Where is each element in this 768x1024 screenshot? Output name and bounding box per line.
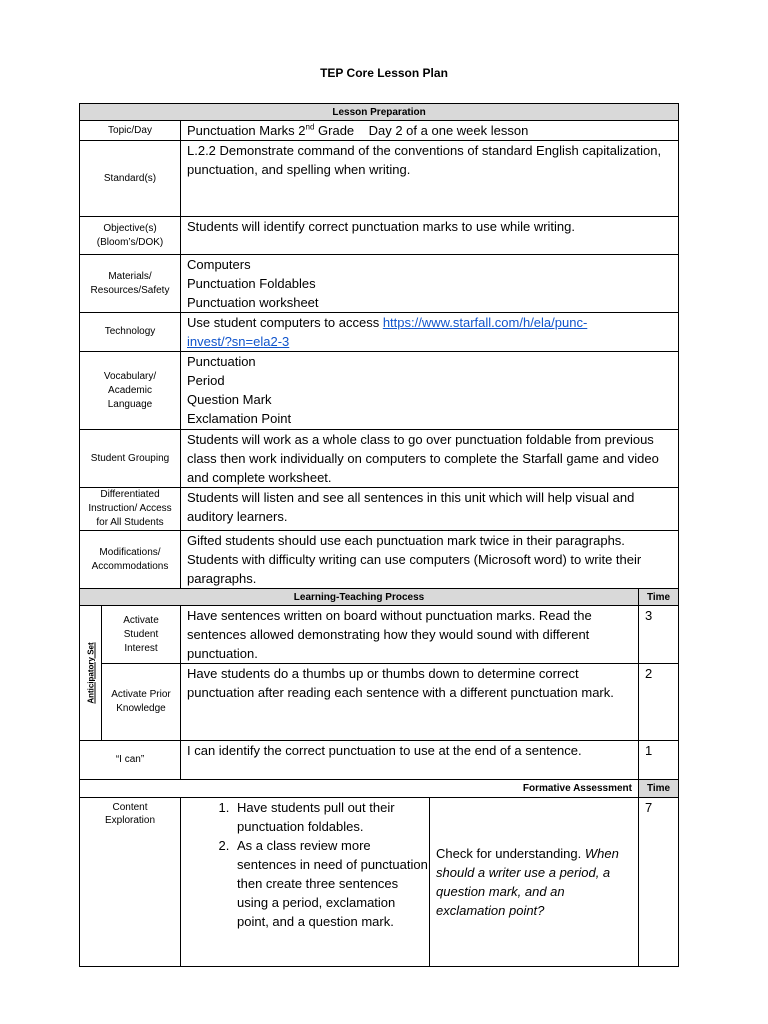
materials-label: Materials/ Resources/Safety (80, 255, 181, 313)
vocabulary-row (80, 352, 679, 430)
technology-row (80, 313, 679, 352)
content-exploration-row (80, 798, 679, 967)
activate-interest-row (80, 606, 679, 664)
grouping-value: Students will work as a whole class to go over punctuation foldable from previous class then work individually on computers to complete the Starfall game and video and complete worksheet. (181, 430, 679, 488)
material-item: Computers (187, 257, 251, 272)
modifications-row (80, 531, 679, 589)
time-header: Time (639, 589, 679, 606)
technology-value: Use student computers to access https://www.starfall.com/h/ela/punc- invest/?sn=ela2-3 (181, 313, 679, 352)
prior-knowledge-time: 2 (639, 664, 679, 741)
vocabulary-label: Vocabulary/ Academic Language (80, 352, 181, 430)
check-for-understanding: Check for understanding. When should a writer use a period, a question mark, and an exclamation point? (430, 798, 639, 967)
technology-label: Technology (80, 313, 181, 352)
vocab-item: Period (187, 373, 225, 388)
grouping-row (80, 430, 679, 488)
starfall-link[interactable]: https://www.starfall.com/h/ela/punc- (382, 315, 588, 330)
lesson-prep-header: Lesson Preparation (80, 104, 679, 121)
activate-interest-value: Have sentences written on board without punctuation marks. Read the sentences allowed demonstrating how they would sound with different punctuation. (181, 606, 639, 664)
objective-label: Objective(s) (Bloom’s/DOK) (80, 217, 181, 255)
vocabulary-list (181, 352, 679, 430)
i-can-time: 1 (639, 741, 679, 780)
materials-list (181, 255, 679, 313)
differentiated-row (80, 488, 679, 531)
activate-interest-time: 3 (639, 606, 679, 664)
modifications-value: Gifted students should use each punctuation mark twice in their paragraphs. Students with difficulty writing can use computers (Microsoft word) to write their paragraphs. (181, 531, 679, 589)
i-can-label: “I can” (80, 741, 181, 780)
topic-label: Topic/Day (80, 121, 181, 141)
modifications-label: Modifications/ Accommodations (80, 531, 181, 589)
formative-time-header: Time (639, 780, 679, 798)
differentiated-label: Differentiated Instruction/ Access for All Students (80, 488, 181, 531)
prior-knowledge-value: Have students do a thumbs up or thumbs down to determine correct punctuation after reading each sentence with a different punctuation mark. (181, 664, 639, 741)
lesson-plan-table (79, 103, 679, 967)
topic-value: Punctuation Marks 2nd Grade Day 2 of a one week lesson (181, 121, 679, 141)
activate-interest-label: Activate Student Interest (102, 606, 181, 664)
step-item: 1. Have students pull out their punctuation foldables. (233, 798, 429, 836)
vocab-item: Exclamation Point (187, 411, 292, 426)
lesson-prep-header-row (80, 104, 679, 121)
formative-header-row (80, 780, 679, 798)
content-exploration-steps (181, 798, 430, 967)
prior-knowledge-label: Activate Prior Knowledge (102, 664, 181, 741)
starfall-link-continued[interactable]: invest/?sn=ela2-3 (187, 334, 290, 349)
content-exploration-label: Content Exploration (80, 798, 181, 967)
formative-header: Formative Assessment (80, 780, 639, 798)
vocab-item: Punctuation (187, 354, 256, 369)
standard-row (80, 141, 679, 217)
process-header: Learning-Teaching Process (80, 589, 639, 606)
standard-value: L.2.2 Demonstrate command of the conventions of standard English capitalization, punctuation, and spelling when writing. (181, 141, 679, 217)
topic-row (80, 121, 679, 141)
objective-row (80, 217, 679, 255)
page-title: TEP Core Lesson Plan (320, 66, 448, 80)
prior-knowledge-row (80, 664, 679, 741)
objective-value: Students will identify correct punctuation marks to use while writing. (181, 217, 679, 255)
grouping-label: Student Grouping (80, 430, 181, 488)
vocab-item: Question Mark (187, 392, 272, 407)
i-can-row (80, 741, 679, 780)
differentiated-value: Students will listen and see all sentences in this unit which will help visual and auditory learners. (181, 488, 679, 531)
anticipatory-set-label: Anticipatory Set (80, 606, 102, 741)
material-item: Punctuation Foldables (187, 276, 316, 291)
step-item: 2. As a class review more sentences in need of punctuation then create three sentences using a period, exclamation point, and a question mark. (233, 836, 429, 931)
process-header-row (80, 589, 679, 606)
material-item: Punctuation worksheet (187, 295, 319, 310)
content-exploration-time: 7 (639, 798, 679, 967)
materials-row (80, 255, 679, 313)
i-can-value: I can identify the correct punctuation to use at the end of a sentence. (181, 741, 639, 780)
standard-label: Standard(s) (80, 141, 181, 217)
